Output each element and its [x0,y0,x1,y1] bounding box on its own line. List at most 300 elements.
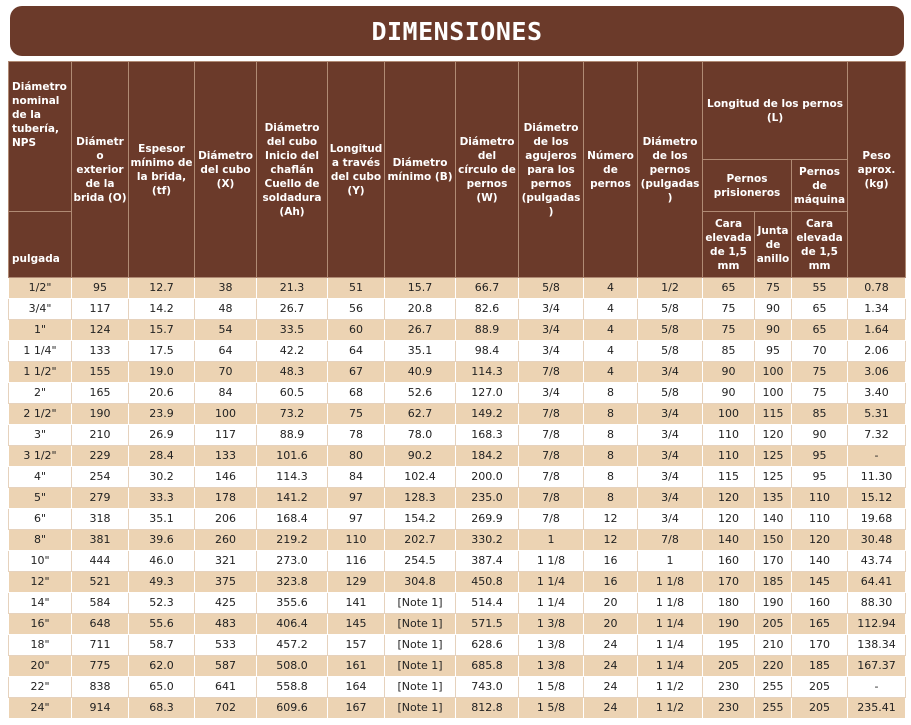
table-cell: 54 [195,320,257,341]
table-cell: 33.5 [257,320,328,341]
table-cell: 269.9 [456,509,519,530]
table-row [9,446,906,467]
table-cell: 205 [703,656,755,677]
table-row [9,677,906,698]
table-cell: 97 [328,509,385,530]
table-cell: 20.6 [129,383,195,404]
table-cell: 117 [72,299,129,320]
header-bolt-count: Número de pernos [584,62,638,278]
table-cell: 3/4 [519,383,584,404]
table-cell: 100 [755,383,792,404]
table-cell: 1 1/2 [638,677,703,698]
table-cell: [Note 1] [385,593,456,614]
table-cell: 5.31 [848,404,906,425]
table-row [9,341,906,362]
table-cell: [Note 1] [385,698,456,719]
table-cell: 64 [195,341,257,362]
table-cell: 7.32 [848,425,906,446]
table-cell: 8 [584,446,638,467]
header-bolt-holes: Diámetro de los agujeros para los pernos (pulgadas) [519,62,584,278]
table-cell: 8" [9,530,72,551]
table-cell: 90.2 [385,446,456,467]
table-cell: 100 [755,362,792,383]
table-cell: 180 [703,593,755,614]
table-cell: 60 [328,320,385,341]
table-cell: 14.2 [129,299,195,320]
table-cell: 20" [9,656,72,677]
table-cell: 210 [72,425,129,446]
table-cell: 7/8 [519,488,584,509]
table-cell: 425 [195,593,257,614]
table-cell: 11.30 [848,467,906,488]
table-cell: 128.3 [385,488,456,509]
table-cell: 157 [328,635,385,656]
table-cell: 2 1/2" [9,404,72,425]
table-cell: 73.2 [257,404,328,425]
table-cell: 2" [9,383,72,404]
table-cell: 24 [584,656,638,677]
table-cell: 185 [755,572,792,593]
table-cell: 375 [195,572,257,593]
table-cell: 3.40 [848,383,906,404]
table-cell: 167.37 [848,656,906,677]
table-cell: 70 [792,341,848,362]
table-cell: 55.6 [129,614,195,635]
table-cell: 5/8 [638,383,703,404]
table-cell: 5/8 [638,299,703,320]
table-cell: 38 [195,278,257,299]
table-cell: 75 [703,299,755,320]
table-cell: 88.30 [848,593,906,614]
table-cell: 7/8 [519,509,584,530]
table-cell: 75 [703,320,755,341]
table-cell: 114.3 [456,362,519,383]
table-cell: 97 [328,488,385,509]
table-cell: 117 [195,425,257,446]
table-cell: 1 3/8 [519,656,584,677]
table-cell: 33.3 [129,488,195,509]
table-row [9,278,906,299]
table-cell: 1/2" [9,278,72,299]
table-cell: 255 [755,677,792,698]
table-cell: 120 [755,425,792,446]
table-cell: 85 [703,341,755,362]
table-cell: 584 [72,593,129,614]
table-cell: 190 [72,404,129,425]
table-row [9,530,906,551]
table-cell: 135 [755,488,792,509]
table-cell: 628.6 [456,635,519,656]
table-cell: 95 [792,446,848,467]
table-row [9,614,906,635]
table-cell: 210 [755,635,792,656]
table-cell: 7/8 [638,530,703,551]
table-cell: 235.0 [456,488,519,509]
table-row [9,509,906,530]
table-row [9,320,906,341]
table-cell: 62.7 [385,404,456,425]
table-cell: 110 [792,509,848,530]
table-cell: 90 [755,320,792,341]
table-cell: 1 1/8 [519,551,584,572]
header-hub-diameter: Diámetro del cubo (X) [195,62,257,278]
table-cell: 67 [328,362,385,383]
table-cell: 3/4 [638,362,703,383]
table-row [9,404,906,425]
table-cell: - [848,677,906,698]
table-cell: 229 [72,446,129,467]
table-cell: 75 [328,404,385,425]
table-cell: 7/8 [519,425,584,446]
table-cell: 648 [72,614,129,635]
table-cell: 3.06 [848,362,906,383]
table-cell: 743.0 [456,677,519,698]
table-cell: 88.9 [257,425,328,446]
table-cell: 444 [72,551,129,572]
table-cell: 84 [328,467,385,488]
table-cell: 15.7 [385,278,456,299]
table-cell: 3/4 [519,299,584,320]
table-cell: 160 [703,551,755,572]
table-cell: 58.7 [129,635,195,656]
table-cell: 12 [584,530,638,551]
table-cell: 24" [9,698,72,719]
table-cell: 1.64 [848,320,906,341]
table-cell: 100 [195,404,257,425]
table-cell: 7/8 [519,446,584,467]
table-row [9,362,906,383]
table-row [9,383,906,404]
table-body [9,278,906,719]
table-cell: 133 [72,341,129,362]
table-cell: 65 [703,278,755,299]
table-cell: 110 [792,488,848,509]
table-cell: 321 [195,551,257,572]
table-cell: 514.4 [456,593,519,614]
table-cell: 195 [703,635,755,656]
table-row [9,593,906,614]
table-cell: 115 [703,467,755,488]
header-nps: Diámetro nominal de la tubería, NPS [9,62,72,212]
header-weight: Peso aprox. (kg) [848,62,906,278]
table-cell: 101.6 [257,446,328,467]
header-bolt-diameter: Diámetro de los pernos (pulgadas) [638,62,703,278]
table-cell: 558.8 [257,677,328,698]
table-cell: 140 [792,551,848,572]
table-cell: 1 1/8 [638,593,703,614]
table-cell: 90 [703,362,755,383]
table-cell: 3/4" [9,299,72,320]
table-cell: 1 1/4 [638,656,703,677]
header-machine-raised-face: Cara elevada de 1,5 mm [792,212,848,278]
table-cell: 82.6 [456,299,519,320]
table-cell: 178 [195,488,257,509]
table-row [9,551,906,572]
table-cell: 20.8 [385,299,456,320]
table-cell: 3/4 [638,467,703,488]
table-cell: 1 1/4 [519,572,584,593]
table-cell: 17.5 [129,341,195,362]
table-cell: 1 1/4 [638,635,703,656]
table-cell: 42.2 [257,341,328,362]
table-cell: 2.06 [848,341,906,362]
table-cell: 5" [9,488,72,509]
table-cell: 230 [703,677,755,698]
table-cell: 124 [72,320,129,341]
table-cell: 508.0 [257,656,328,677]
table-cell: 20 [584,593,638,614]
table-cell: 230 [703,698,755,719]
table-cell: 3/4 [519,320,584,341]
table-cell: 1 1/4" [9,341,72,362]
table-cell: 21.3 [257,278,328,299]
table-cell: 255 [755,698,792,719]
table-cell: 112.94 [848,614,906,635]
table-cell: 95 [72,278,129,299]
table-cell: 190 [703,614,755,635]
table-cell: 16 [584,551,638,572]
table-cell: 381 [72,530,129,551]
table-cell: 127.0 [456,383,519,404]
table-cell: 260 [195,530,257,551]
table-cell: 28.4 [129,446,195,467]
table-cell: 164 [328,677,385,698]
table-cell: 4 [584,278,638,299]
table-cell: 4" [9,467,72,488]
table-cell: 120 [703,488,755,509]
table-cell: 1/2 [638,278,703,299]
table-cell: 5/8 [638,341,703,362]
table-cell: - [848,446,906,467]
table-cell: 64 [328,341,385,362]
table-cell: 14" [9,593,72,614]
table-cell: 165 [72,383,129,404]
table-cell: 254.5 [385,551,456,572]
table-cell: 279 [72,488,129,509]
table-cell: 450.8 [456,572,519,593]
table-row [9,635,906,656]
header-bolt-length: Longitud de los pernos (L) [703,62,848,160]
table-cell: 88.9 [456,320,519,341]
table-cell: 838 [72,677,129,698]
table-cell: 102.4 [385,467,456,488]
table-cell: 24 [584,635,638,656]
table-cell: 68.3 [129,698,195,719]
table-cell: 1 1/8 [638,572,703,593]
table-cell: 8 [584,383,638,404]
table-cell: 90 [792,425,848,446]
table-cell: 12" [9,572,72,593]
table-cell: 220 [755,656,792,677]
table-cell: 168.3 [456,425,519,446]
table-cell: 235.41 [848,698,906,719]
header-stud-raised-face: Cara elevada de 1,5 mm [703,212,755,278]
table-cell: 78.0 [385,425,456,446]
table-cell: 1 3/8 [519,635,584,656]
table-cell: 154.2 [385,509,456,530]
table-cell: 65.0 [129,677,195,698]
table-cell: 318 [72,509,129,530]
table-cell: 3/4 [519,341,584,362]
table-row [9,572,906,593]
table-row [9,425,906,446]
table-cell: 170 [703,572,755,593]
table-cell: 170 [755,551,792,572]
table-cell: [Note 1] [385,614,456,635]
table-cell: 26.7 [257,299,328,320]
table-cell: 70 [195,362,257,383]
table-cell: 146 [195,467,257,488]
table-cell: 161 [328,656,385,677]
table-cell: 8 [584,404,638,425]
table-cell: 48.3 [257,362,328,383]
table-cell: 90 [703,383,755,404]
table-row [9,488,906,509]
table-cell: [Note 1] [385,635,456,656]
table-cell: 75 [792,362,848,383]
table-cell: 30.48 [848,530,906,551]
table-cell: 273.0 [257,551,328,572]
dimensions-table [8,61,906,719]
table-cell: 7/8 [519,404,584,425]
table-cell: 110 [703,425,755,446]
table-cell: 110 [703,446,755,467]
table-cell: 26.9 [129,425,195,446]
header-bolt-circle: Diámetro del círculo de pernos (W) [456,62,519,278]
table-cell: 125 [755,446,792,467]
table-cell: 323.8 [257,572,328,593]
table-cell: 90 [755,299,792,320]
table-cell: 165 [792,614,848,635]
header-flange-od: Diámetro exterior de la brida (O) [72,62,129,278]
table-cell: 85 [792,404,848,425]
table-cell: 19.0 [129,362,195,383]
table-cell: 3/4 [638,404,703,425]
table-cell: 55 [792,278,848,299]
table-cell: 1 5/8 [519,698,584,719]
table-cell: 685.8 [456,656,519,677]
table-cell: 641 [195,677,257,698]
table-cell: 114.3 [257,467,328,488]
table-cell: 609.6 [257,698,328,719]
table-cell: 64.41 [848,572,906,593]
table-row [9,698,906,719]
table-cell: 3/4 [638,425,703,446]
table-cell: 120 [792,530,848,551]
table-cell: 95 [792,467,848,488]
table-cell: 84 [195,383,257,404]
table-cell: 15.7 [129,320,195,341]
table-cell: 202.7 [385,530,456,551]
table-cell: 120 [703,509,755,530]
table-cell: 150 [755,530,792,551]
table-cell: 49.3 [129,572,195,593]
table-cell: 170 [792,635,848,656]
table-cell: 3 1/2" [9,446,72,467]
table-cell: 167 [328,698,385,719]
table-cell: 1.34 [848,299,906,320]
table-cell: 40.9 [385,362,456,383]
table-cell: 35.1 [385,341,456,362]
table-cell: 116 [328,551,385,572]
header-min-bore: Diámetro mínimo (B) [385,62,456,278]
table-cell: 702 [195,698,257,719]
table-cell: 8 [584,488,638,509]
table-cell: 205 [792,677,848,698]
table-cell: 10" [9,551,72,572]
table-cell: 914 [72,698,129,719]
header-stud-bolts: Pernos prisioneros [703,160,792,212]
table-cell: 190 [755,593,792,614]
table-cell: 75 [755,278,792,299]
table-cell: 6" [9,509,72,530]
table-cell: 140 [703,530,755,551]
table-cell: 406.4 [257,614,328,635]
table-cell: 4 [584,320,638,341]
table-cell: 129 [328,572,385,593]
table-row [9,299,906,320]
table-cell: 387.4 [456,551,519,572]
table-cell: 8 [584,425,638,446]
table-cell: 587 [195,656,257,677]
table-cell: 115 [755,404,792,425]
table-cell: 185 [792,656,848,677]
title-banner [10,6,904,56]
table-cell: 0.78 [848,278,906,299]
table-cell: 145 [328,614,385,635]
table-cell: 160 [792,593,848,614]
table-cell: 15.12 [848,488,906,509]
table-cell: 1 1/2 [638,698,703,719]
table-cell: 65 [792,320,848,341]
table-cell: 39.6 [129,530,195,551]
table-cell: 355.6 [257,593,328,614]
table-cell: 16 [584,572,638,593]
page-title: DIMENSIONES [371,16,543,46]
table-cell: 68 [328,383,385,404]
table-cell: 206 [195,509,257,530]
table-cell: 62.0 [129,656,195,677]
table-cell: 35.1 [129,509,195,530]
table-cell: 1 5/8 [519,677,584,698]
table-row [9,467,906,488]
table-cell: 48 [195,299,257,320]
table-cell: 7/8 [519,467,584,488]
table-cell: 155 [72,362,129,383]
table-cell: 80 [328,446,385,467]
table-cell: 24 [584,698,638,719]
table-cell: 12 [584,509,638,530]
table-cell: 1 1/4 [638,614,703,635]
table-cell: 65 [792,299,848,320]
table-cell: 1 [638,551,703,572]
table-row [9,656,906,677]
table-cell: 66.7 [456,278,519,299]
table-cell: 304.8 [385,572,456,593]
table-cell: 20 [584,614,638,635]
table-cell: 18" [9,635,72,656]
header-machine-bolts: Pernos de máquina [792,160,848,212]
table-cell: 19.68 [848,509,906,530]
table-cell: 4 [584,362,638,383]
table-cell: 571.5 [456,614,519,635]
table-cell: 4 [584,341,638,362]
table-cell: 60.5 [257,383,328,404]
table-cell: 1 1/4 [519,593,584,614]
table-cell: 149.2 [456,404,519,425]
header-stud-ring-joint: Junta de anillo [755,212,792,278]
table-cell: 51 [328,278,385,299]
